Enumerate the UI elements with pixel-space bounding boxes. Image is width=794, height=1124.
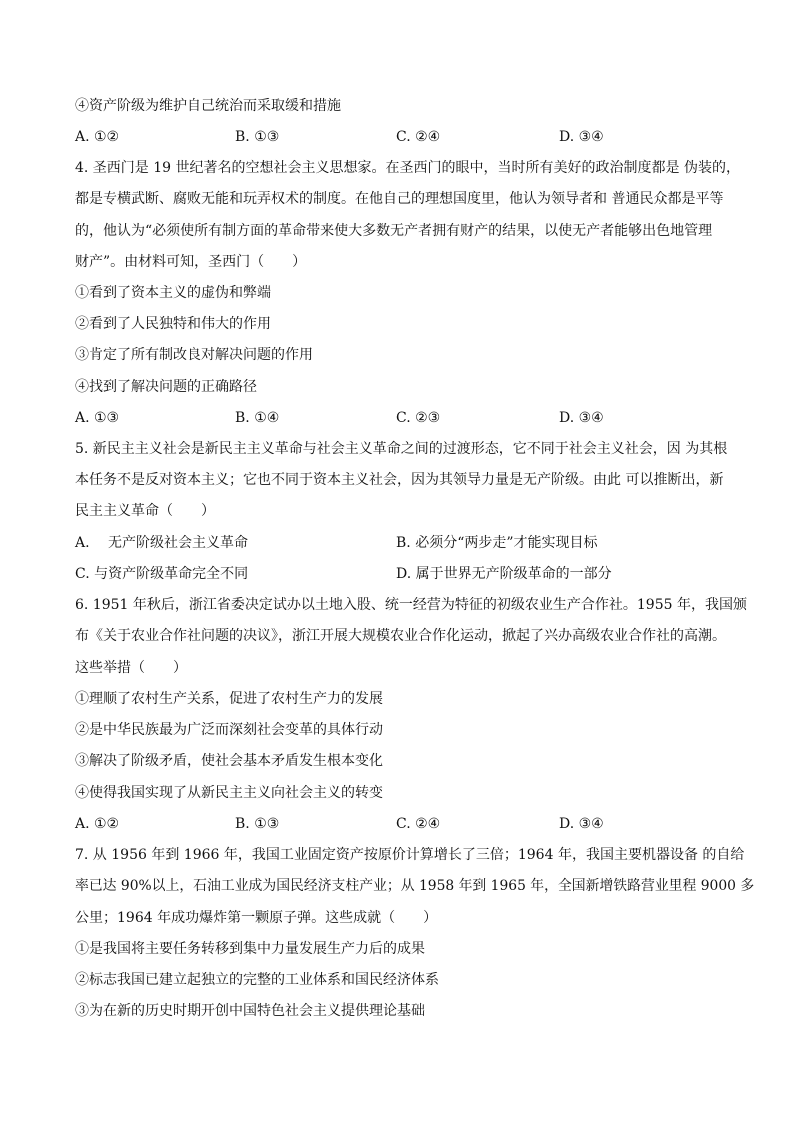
q6-stem-line-2: 布《关于农业合作社问题的决议》，浙江开展大规模农业合作化运动，掀起了兴办高级农业合作社的高潮。 (75, 628, 726, 644)
q4-option-d: D. ③④ (559, 410, 604, 426)
q4-stem-line-4: 财产”。由材料可知，圣西门（ ） (75, 254, 307, 270)
q6-option-d: D. ③④ (559, 816, 604, 832)
q4-statement-3: ③肯定了所有制改良对解决问题的作用 (75, 347, 313, 363)
q6-statement-3: ③解决了阶级矛盾，使社会基本矛盾发生根本变化 (75, 753, 383, 769)
q6-option-a: A. ①② (75, 816, 120, 832)
q6-option-c: C. ②④ (396, 816, 441, 832)
q5-stem-line-1: 5. 新民主主义社会是新民主主义革命与社会主义革命之间的过渡形态，它不同于社会主义社会，因 为其根 (75, 441, 728, 457)
q6-statement-1: ①理顺了农村生产关系，促进了农村生产力的发展 (75, 691, 383, 707)
q4-stem-line-1: 4. 圣西门是 19 世纪著名的空想社会主义思想家。在圣西门的眼中，当时所有美好的政治制度都是 伪装的， (75, 160, 740, 176)
q6-stem-line-3: 这些举措（ ） (75, 660, 187, 676)
q5-stem-line-3: 民主主义革命（ ） (75, 503, 215, 519)
q6-options (75, 815, 725, 833)
q6-statement-2: ②是中华民族最为广泛而深刻社会变革的具体行动 (75, 722, 383, 738)
q5-stem-line-2: 本任务不是反对资本主义；它也不同于资本主义社会，因为其领导力量是无产阶级。由此 可以推断出，新 (75, 472, 724, 488)
q6-stem-line-1: 6. 1951 年秋后，浙江省委决定试办以土地入股、统一经营为特征的初级农业生产合作社。1955 年，我国颁 (75, 597, 747, 613)
q5-option-a: A. 无产阶级社会主义革命 (75, 535, 249, 551)
q4-option-c: C. ②③ (396, 410, 441, 426)
q3-option-a: A. ①② (75, 129, 120, 145)
q3-option-b: B. ①③ (235, 129, 280, 145)
q4-options (75, 409, 725, 427)
q7-statement-3: ③为在新的历史时期开创中国特色社会主义提供理论基础 (75, 1003, 425, 1019)
q3-option-d: D. ③④ (559, 129, 604, 145)
q4-statement-4: ④找到了解决问题的正确路径 (75, 379, 257, 395)
q4-stem-line-2: 都是专横武断、腐败无能和玩弄权术的制度。在他自己的理想国度里，他认为领导者和 普通民众都是平等 (75, 191, 724, 207)
q4-option-a: A. ①③ (75, 410, 120, 426)
q6-option-b: B. ①③ (235, 816, 280, 832)
q7-stem-line-1: 7. 从 1956 年到 1966 年，我国工业固定资产按原价计算增长了三倍；1964 年，我国主要机器设备 的自给 (75, 847, 745, 863)
q5-option-b: B. 必须分“两步走”才能实现目标 (396, 535, 598, 551)
q5-option-d: D. 属于世界无产阶级革命的一部分 (396, 566, 612, 582)
q4-statement-2: ②看到了人民独特和伟大的作用 (75, 316, 271, 332)
q7-stem-line-3: 公里；1964 年成功爆炸第一颗原子弹。这些成就（ ） (75, 910, 438, 926)
q5-option-c: C. 与资产阶级革命完全不同 (75, 566, 249, 582)
q4-option-b: B. ①④ (235, 410, 280, 426)
q4-statement-1: ①看到了资本主义的虚伪和弊端 (75, 285, 271, 301)
q4-stem-line-3: 的，他认为“必须使所有制方面的革命带来使大多数无产者拥有财产的结果，以使无产者能够出色地管理 (75, 223, 713, 239)
q3-statement-4: ④资产阶级为维护自己统治而采取缓和措施 (75, 98, 341, 114)
q7-statement-2: ②标志我国已建立起独立的完整的工业体系和国民经济体系 (75, 972, 439, 988)
q3-options (75, 128, 725, 146)
q5-options-row-2 (75, 565, 725, 583)
q5-options-row-1 (75, 534, 725, 552)
q6-statement-4: ④使得我国实现了从新民主主义向社会主义的转变 (75, 785, 383, 801)
q3-option-c: C. ②④ (396, 129, 441, 145)
q7-stem-line-2: 率已达 90%以上，石油工业成为国民经济支柱产业；从 1958 年到 1965 年，全国新增铁路营业里程 9000 多 (75, 878, 755, 894)
q7-statement-1: ①是我国将主要任务转移到集中力量发展生产力后的成果 (75, 941, 425, 957)
